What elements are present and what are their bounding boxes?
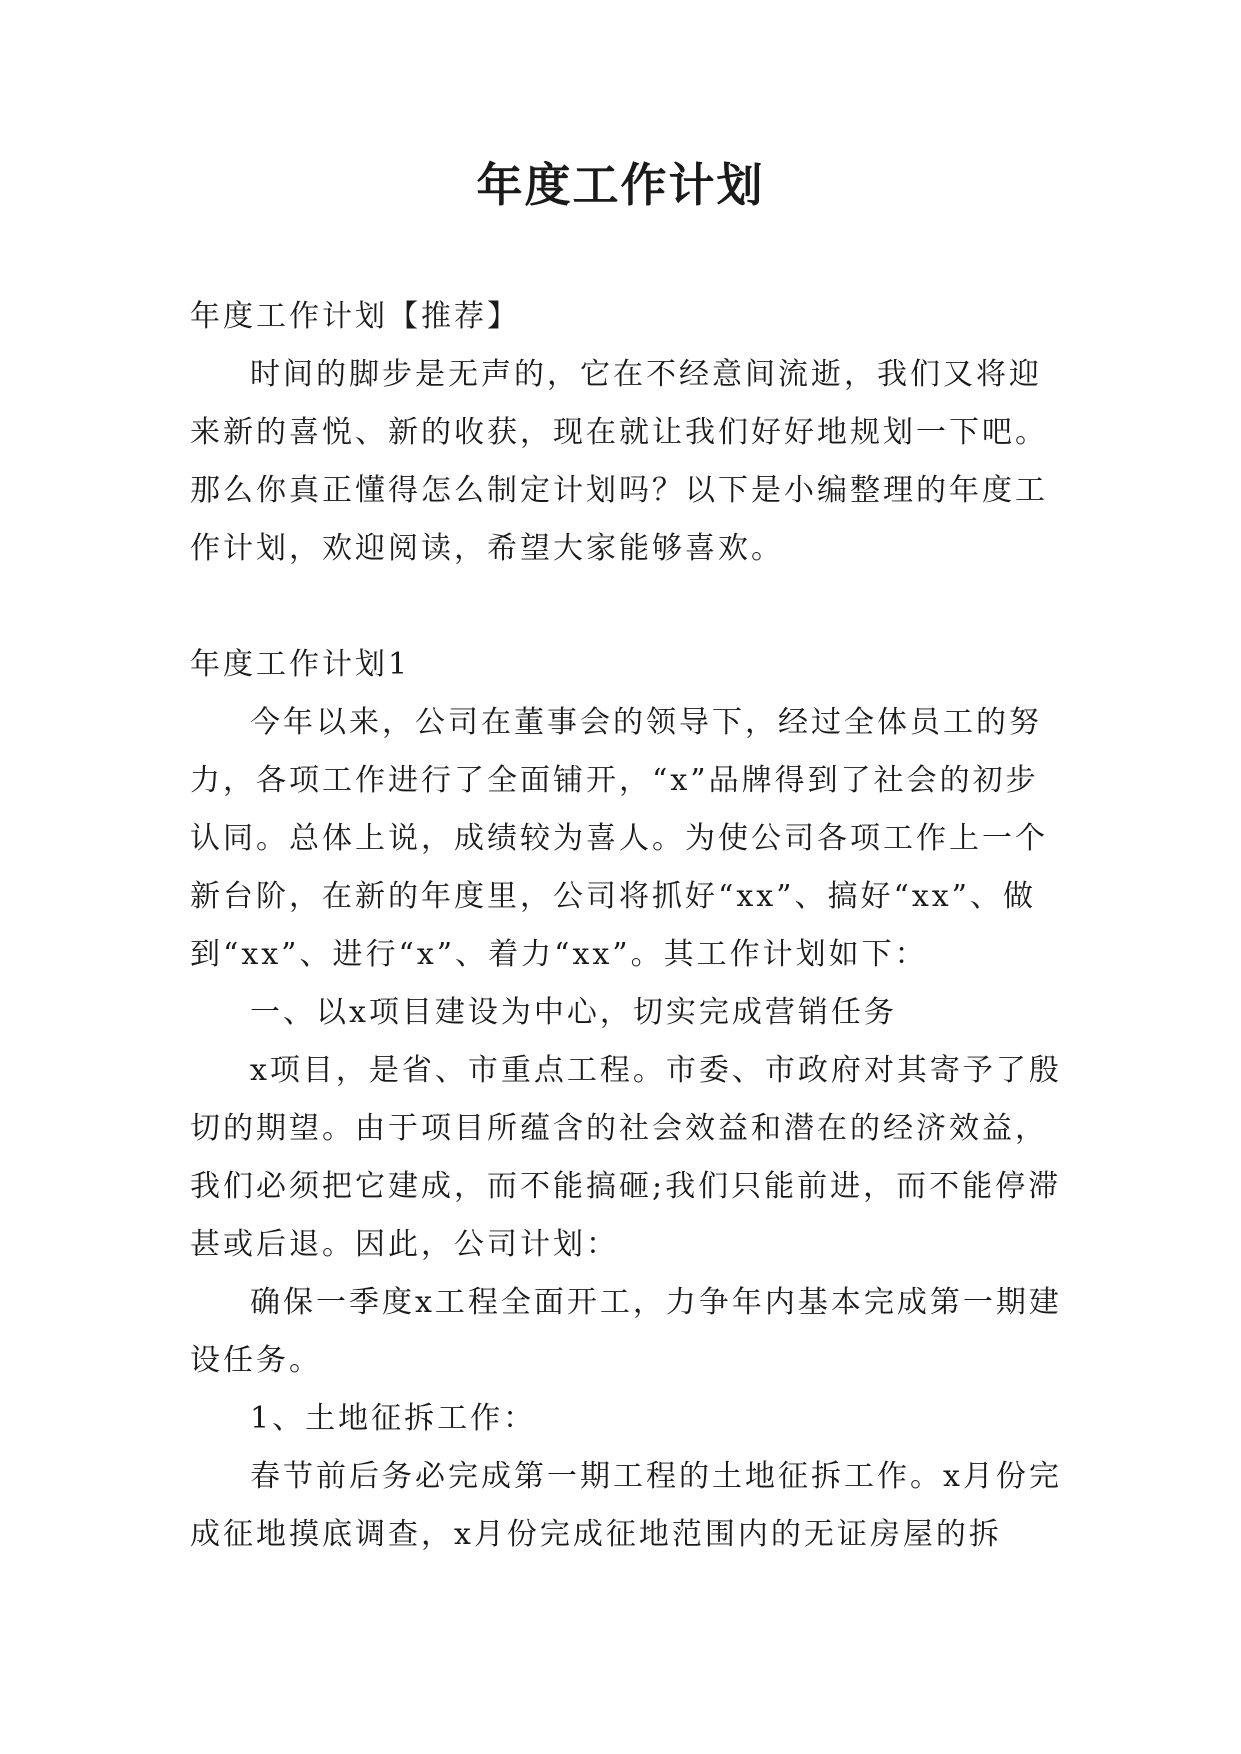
document-subtitle: 年度工作计划【推荐】 — [190, 299, 520, 334]
body-paragraph: 确保一季度x工程全面开工，力争年内基本完成第一期建设任务。 — [190, 1285, 1062, 1378]
paragraph-spacer — [190, 578, 1070, 636]
body-paragraph: 今年以来，公司在董事会的领导下，经过全体员工的努力，各项工作进行了全面铺开，“x”品牌得到了社会的初步认同。总体上说，成绩较为喜人。为使公司各项工作上一个新台阶，在新的年度里，公司将抓好“xx”、搞好“xx”、做到“xx”、进行“x”、着力“xx”。其工作计划如下： — [190, 705, 1048, 972]
document-body — [190, 288, 1070, 1564]
intro-paragraph: 时间的脚步是无声的，它在不经意间流逝，我们又将迎来新的喜悦、新的收获，现在就让我们好好地规划一下吧。那么你真正懂得怎么制定计划吗？以下是小编整理的年度工作计划，欢迎阅读，希望大家能够喜欢。 — [190, 357, 1048, 566]
list-item-heading: 1、土地征拆工作： — [250, 1401, 537, 1436]
section-heading: 年度工作计划1 — [190, 647, 411, 682]
section-subheading: 一、以x项目建设为中心，切实完成营销任务 — [250, 995, 897, 1030]
body-paragraph: x项目，是省、市重点工程。市委、市政府对其寄予了殷切的期望。由于项目所蕴含的社会效益和潜在的经济效益，我们必须把它建成，而不能搞砸;我们只能前进，而不能停滞甚或后退。因此，公司计划： — [190, 1053, 1062, 1262]
document-title: 年度工作计划 — [476, 158, 765, 212]
body-paragraph: 春节前后务必完成第一期工程的土地征拆工作。x月份完成征地摸底调查，x月份完成征地范围内的无证房屋的拆 — [190, 1459, 1062, 1552]
